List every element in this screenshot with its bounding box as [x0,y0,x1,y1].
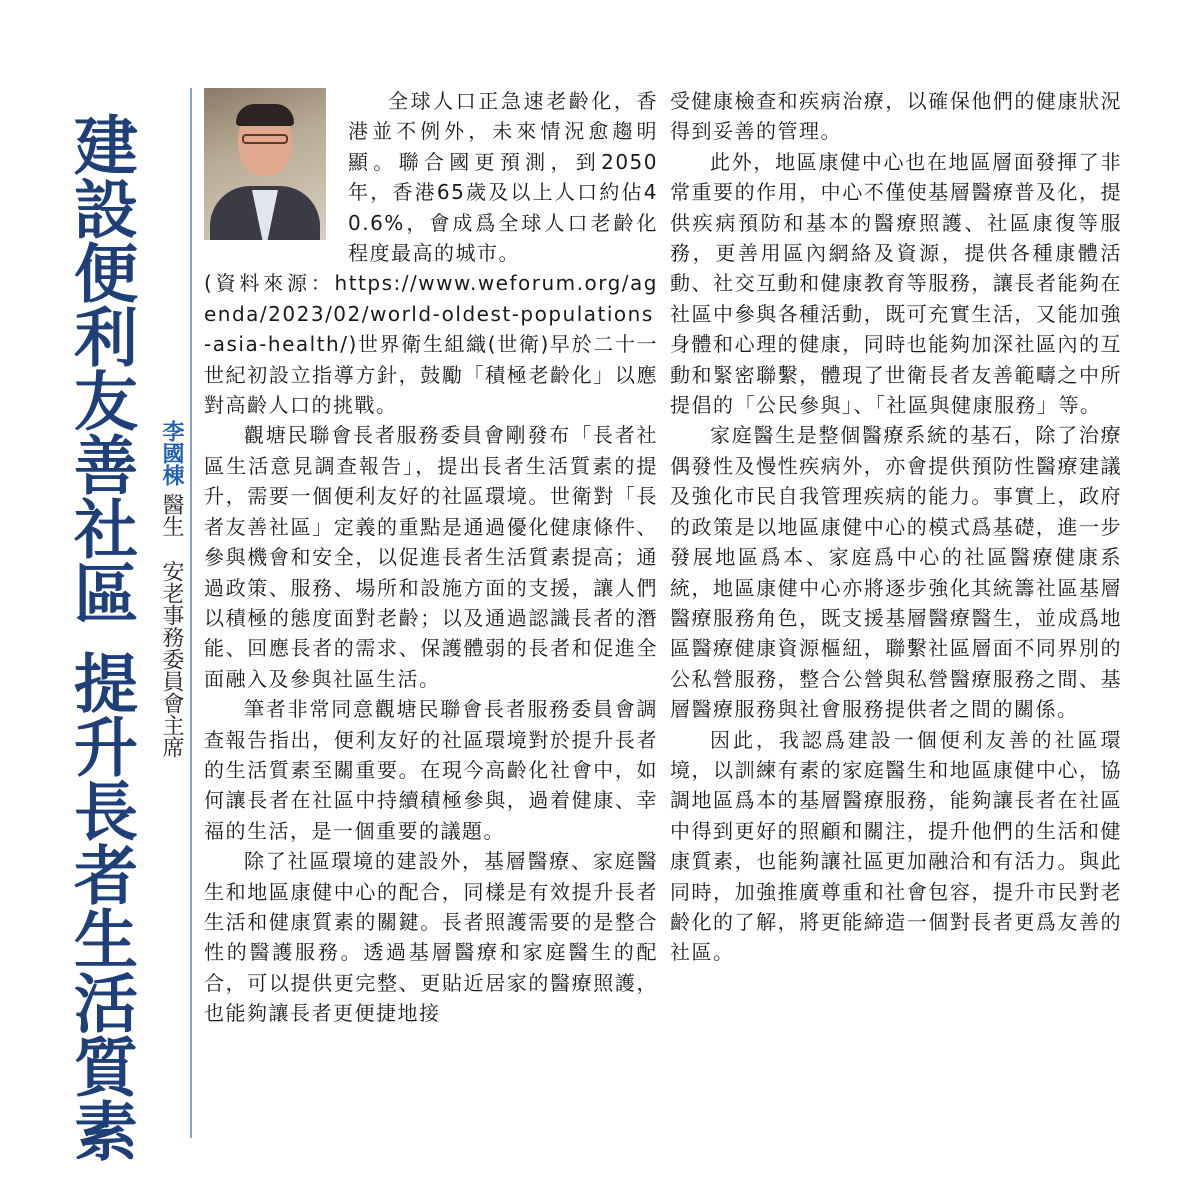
paragraph-7: 因此，我認爲建設一個便利友善的社區環境，以訓練有素的家庭醫生和地區康健中心，協調地區爲本的基層醫療服務，能夠讓長者在社區中得到更好的照顧和關注，提升他們的生活和健康質素，也能夠讓社區更加融洽和有活力。與此同時，加強推廣尊重和社會包容，提升市民對老齡化的了解，將更能締造一個對長者更爲友善的社區。 [670,727,1122,965]
photo-glasses [242,134,288,144]
paragraph-5: 此外，地區康健中心也在地區層面發揮了非常重要的作用，中心不僅使基層醫療普及化，提供疾病預防和基本的醫療照護、社區康復等服務，更善用區內網絡及資源，提供各種康體活動、社交互動和健康教育等服務，讓長者能夠在社區中參與各種活動，既可充實生活，又能加強身體和心理的健康，同時也能夠加深社區內的互動和緊密聯繫，體現了世衛長者友善範疇之中所提倡的「公民參與」、「社區與健康服務」等。 [670,149,1122,418]
paragraph-1-source: (資料來源：https://www.weforum.org/agenda/2023/02/world-oldest-populations-asia-health/)世界衛生組織(世衛)早於二十一世紀初設立指導方針，鼓勵「積極老齡化」以應對高齡人口的挑戰。 [204,271,658,418]
author-name: 李國棟 [159,420,184,486]
byline [146,420,186,800]
paragraph-1: 全球人口正急速老齡化，香港並不例外，未來情況愈趨明顯。聯合國更預測，到2050年，香港65歲及以上人口約佔40.6%，會成爲全球人口老齡化程度最高的城市。 [348,89,658,266]
headline-part-1: 建設便利友善社區 [63,112,137,624]
author-title: 安老事務委員會主席 [159,560,184,758]
photo-hair [236,104,294,126]
paragraph-4: 除了社區環境的建設外，基層醫療、家庭醫生和地區康健中心的配合，同樣是有效提升長者生活和健康質素的關鍵。長者照護需要的是整合性的醫護服務。透過基層醫療和家庭醫生的配合，可以提供更完整、更貼近居家的醫療照護，也能夠讓長者更便捷地接 [204,849,658,1026]
paragraph-3: 筆者非常同意觀塘民聯會長者服務委員會調查報告指出，便利友好的社區環境對於提升長者的生活質素至關重要。在現今高齡化社會中，如何讓長者在社區中持續積極參與，過着健康、幸福的生活，是一個重要的議題。 [204,697,658,843]
headline-part-2: 提升長者生活質素 [63,650,137,1162]
paragraph-4-continued: 受健康檢查和疾病治療，以確保他們的健康狀況得到妥善的管理。 [670,89,1122,144]
paragraph-6: 家庭醫生是整個醫療系統的基石，除了治療偶發性及慢性疾病外，亦會提供預防性醫療建議及強化市民自我管理疾病的能力。事實上，政府的政策是以地區康健中心的模式爲基礎，進一步發展地區爲本、家庭爲中心的社區醫療健康系統，地區康健中心亦將逐步強化其統籌社區基層醫療服務角色，既支援基層醫療醫生，並成爲地區醫療健康資源樞紐，聯繫社區層面不同界別的公私營服務，整合公營與私營醫療服務之間、基層醫療服務與社會服務提供者之間的關係。 [670,423,1122,722]
headline [62,112,138,1162]
paragraph-2: 觀塘民聯會長者服務委員會剛發布「長者社區生活意見調查報告」，提出長者生活質素的提升，需要一個便利友好的社區環境。世衛對「長者友善社區」定義的重點是通過優化健康條件、參與機會和安全，以促進長者生活質素提高；通過政策、服務、場所和設施方面的支援，讓人們以積極的態度面對老齡；以及通過認識長者的潛能、回應長者的需求、保護體弱的長者和促進全面融入及參與社區生活。 [204,423,658,691]
article-column-1 [204,86,658,1029]
author-role: 醫生 [159,493,184,537]
article-column-2 [670,86,1122,968]
author-photo [204,88,326,240]
column-divider [190,88,192,1138]
